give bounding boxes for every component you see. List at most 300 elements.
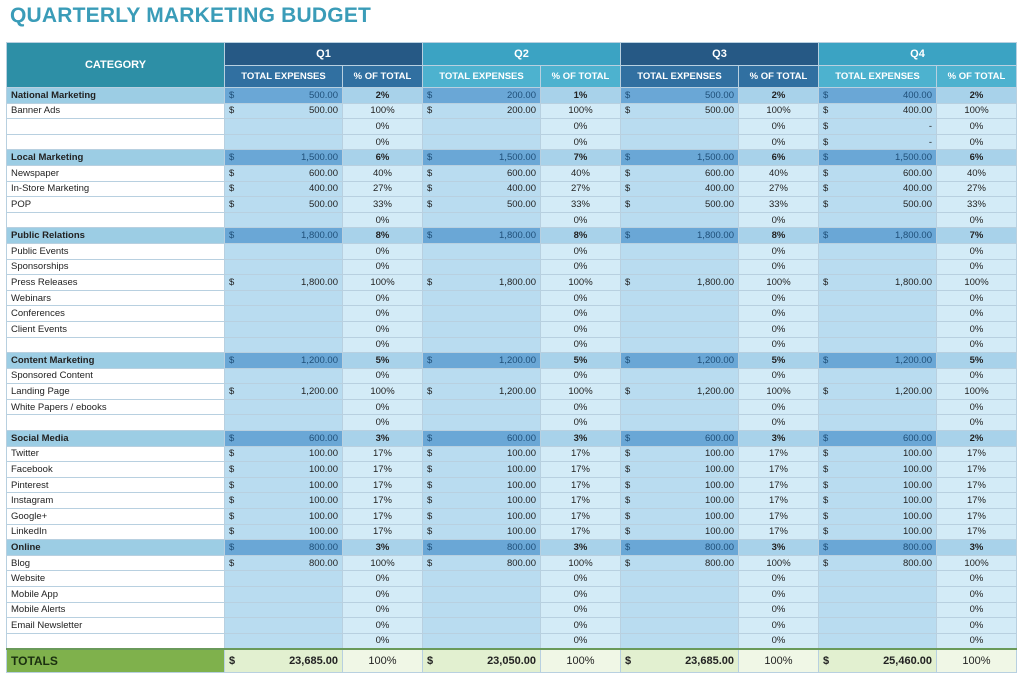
total-expenses-cell[interactable]: [819, 462, 937, 478]
total-expenses-cell[interactable]: [423, 88, 541, 104]
pct-cell[interactable]: 0%: [937, 212, 1017, 228]
category-label[interactable]: Press Releases: [7, 275, 225, 291]
total-expenses-cell[interactable]: [225, 602, 343, 618]
total-expenses-cell[interactable]: [423, 462, 541, 478]
pct-cell[interactable]: 0%: [541, 399, 621, 415]
pct-cell[interactable]: 100%: [937, 649, 1017, 673]
total-expenses-cell[interactable]: [819, 150, 937, 166]
pct-cell[interactable]: 100%: [541, 275, 621, 291]
total-expenses-cell[interactable]: [819, 290, 937, 306]
pct-cell[interactable]: 0%: [937, 119, 1017, 135]
total-expenses-cell[interactable]: [225, 509, 343, 525]
pct-cell[interactable]: 33%: [541, 197, 621, 213]
total-expenses-cell[interactable]: [819, 493, 937, 509]
total-expenses-cell[interactable]: [225, 275, 343, 291]
total-expenses-cell[interactable]: [423, 368, 541, 384]
pct-cell[interactable]: 0%: [541, 368, 621, 384]
pct-cell[interactable]: 33%: [937, 197, 1017, 213]
total-expenses-cell[interactable]: [819, 134, 937, 150]
pct-cell[interactable]: 17%: [541, 524, 621, 540]
pct-cell[interactable]: 17%: [937, 493, 1017, 509]
total-expenses-cell[interactable]: [621, 431, 739, 447]
total-expenses-cell[interactable]: [621, 259, 739, 275]
total-expenses-cell[interactable]: [621, 446, 739, 462]
category-label[interactable]: White Papers / ebooks: [7, 399, 225, 415]
pct-cell[interactable]: 0%: [937, 415, 1017, 431]
total-expenses-cell[interactable]: [225, 103, 343, 119]
pct-cell[interactable]: 0%: [937, 290, 1017, 306]
pct-cell[interactable]: 0%: [343, 306, 423, 322]
pct-cell[interactable]: 0%: [739, 399, 819, 415]
pct-cell[interactable]: 3%: [739, 540, 819, 556]
pct-cell[interactable]: 0%: [541, 306, 621, 322]
total-expenses-cell[interactable]: [423, 337, 541, 353]
pct-cell[interactable]: 0%: [343, 571, 423, 587]
pct-cell[interactable]: 6%: [937, 150, 1017, 166]
total-expenses-cell[interactable]: [819, 540, 937, 556]
total-expenses-cell[interactable]: [225, 493, 343, 509]
total-expenses-cell[interactable]: [621, 384, 739, 400]
total-expenses-cell[interactable]: [621, 462, 739, 478]
total-expenses-cell[interactable]: [225, 259, 343, 275]
pct-cell[interactable]: 100%: [739, 275, 819, 291]
total-expenses-cell[interactable]: [423, 181, 541, 197]
pct-cell[interactable]: 6%: [739, 150, 819, 166]
pct-cell[interactable]: 0%: [739, 587, 819, 603]
total-expenses-cell[interactable]: [621, 633, 739, 649]
total-expenses-cell[interactable]: [819, 197, 937, 213]
total-expenses-cell[interactable]: [621, 493, 739, 509]
pct-cell[interactable]: 8%: [739, 228, 819, 244]
total-expenses-cell[interactable]: [819, 384, 937, 400]
total-expenses-cell[interactable]: [819, 399, 937, 415]
section-label[interactable]: National Marketing: [7, 88, 225, 104]
total-expenses-cell[interactable]: [621, 134, 739, 150]
total-expenses-cell[interactable]: [819, 212, 937, 228]
pct-cell[interactable]: 8%: [343, 228, 423, 244]
total-expenses-cell[interactable]: [423, 165, 541, 181]
total-expenses-cell[interactable]: [423, 587, 541, 603]
pct-cell[interactable]: 0%: [343, 321, 423, 337]
pct-cell[interactable]: 0%: [343, 119, 423, 135]
total-expenses-cell[interactable]: [225, 540, 343, 556]
total-expenses-cell[interactable]: [621, 509, 739, 525]
total-expenses-cell[interactable]: [621, 321, 739, 337]
total-expenses-cell[interactable]: [621, 353, 739, 369]
total-expenses-cell[interactable]: [423, 353, 541, 369]
pct-cell[interactable]: 0%: [343, 415, 423, 431]
total-expenses-cell[interactable]: [819, 337, 937, 353]
total-expenses-cell[interactable]: $ 25,460.00: [819, 649, 937, 673]
total-expenses-cell[interactable]: [225, 431, 343, 447]
total-expenses-cell[interactable]: [225, 571, 343, 587]
pct-cell[interactable]: 0%: [343, 587, 423, 603]
total-expenses-cell[interactable]: [621, 337, 739, 353]
section-label[interactable]: Public Relations: [7, 228, 225, 244]
pct-cell[interactable]: 3%: [541, 431, 621, 447]
total-expenses-cell[interactable]: [423, 555, 541, 571]
pct-cell[interactable]: 0%: [739, 321, 819, 337]
pct-cell[interactable]: 0%: [937, 618, 1017, 634]
category-label[interactable]: [7, 337, 225, 353]
section-label[interactable]: Social Media: [7, 431, 225, 447]
total-expenses-cell[interactable]: [819, 431, 937, 447]
pct-cell[interactable]: 8%: [541, 228, 621, 244]
pct-cell[interactable]: 0%: [739, 259, 819, 275]
pct-cell[interactable]: 0%: [739, 243, 819, 259]
total-expenses-cell[interactable]: [225, 321, 343, 337]
total-expenses-cell[interactable]: [819, 306, 937, 322]
pct-cell[interactable]: 17%: [343, 493, 423, 509]
pct-cell[interactable]: 0%: [739, 119, 819, 135]
pct-cell[interactable]: 0%: [541, 321, 621, 337]
pct-cell[interactable]: 100%: [937, 384, 1017, 400]
total-expenses-cell[interactable]: [621, 602, 739, 618]
category-label[interactable]: Webinars: [7, 290, 225, 306]
total-expenses-cell[interactable]: [819, 524, 937, 540]
pct-cell[interactable]: 0%: [343, 212, 423, 228]
total-expenses-cell[interactable]: [621, 197, 739, 213]
section-label[interactable]: Local Marketing: [7, 150, 225, 166]
pct-cell[interactable]: 17%: [739, 524, 819, 540]
pct-cell[interactable]: 0%: [937, 571, 1017, 587]
total-expenses-cell[interactable]: [225, 243, 343, 259]
total-expenses-cell[interactable]: [621, 165, 739, 181]
total-expenses-cell[interactable]: [423, 290, 541, 306]
total-expenses-cell[interactable]: [423, 493, 541, 509]
total-expenses-cell[interactable]: [225, 399, 343, 415]
pct-cell[interactable]: 3%: [739, 431, 819, 447]
total-expenses-cell[interactable]: [423, 384, 541, 400]
total-expenses-cell[interactable]: [819, 259, 937, 275]
total-expenses-cell[interactable]: [423, 228, 541, 244]
pct-cell[interactable]: 100%: [541, 649, 621, 673]
pct-cell[interactable]: 0%: [739, 337, 819, 353]
pct-cell[interactable]: 33%: [739, 197, 819, 213]
total-expenses-cell[interactable]: [819, 103, 937, 119]
pct-cell[interactable]: 1%: [541, 88, 621, 104]
pct-cell[interactable]: 0%: [541, 243, 621, 259]
total-expenses-cell[interactable]: [819, 587, 937, 603]
total-expenses-cell[interactable]: [423, 633, 541, 649]
pct-cell[interactable]: 0%: [937, 134, 1017, 150]
total-expenses-cell[interactable]: [819, 243, 937, 259]
pct-cell[interactable]: 17%: [343, 446, 423, 462]
total-expenses-cell[interactable]: [423, 524, 541, 540]
total-expenses-cell[interactable]: [225, 477, 343, 493]
category-label[interactable]: In-Store Marketing: [7, 181, 225, 197]
section-label[interactable]: Online: [7, 540, 225, 556]
total-expenses-cell[interactable]: [225, 88, 343, 104]
pct-cell[interactable]: 17%: [739, 462, 819, 478]
category-label[interactable]: Blog: [7, 555, 225, 571]
total-expenses-cell[interactable]: [819, 446, 937, 462]
pct-cell[interactable]: 40%: [541, 165, 621, 181]
pct-cell[interactable]: 0%: [739, 212, 819, 228]
total-expenses-cell[interactable]: [819, 571, 937, 587]
pct-cell[interactable]: 17%: [541, 446, 621, 462]
total-expenses-cell[interactable]: [423, 150, 541, 166]
total-expenses-cell[interactable]: [423, 431, 541, 447]
total-expenses-cell[interactable]: [225, 197, 343, 213]
pct-cell[interactable]: 0%: [937, 399, 1017, 415]
pct-cell[interactable]: 0%: [541, 602, 621, 618]
total-expenses-cell[interactable]: [225, 415, 343, 431]
category-label[interactable]: Instagram: [7, 493, 225, 509]
pct-cell[interactable]: 7%: [937, 228, 1017, 244]
total-expenses-cell[interactable]: [621, 150, 739, 166]
total-expenses-cell[interactable]: [225, 555, 343, 571]
pct-cell[interactable]: 17%: [541, 477, 621, 493]
total-expenses-cell[interactable]: [621, 290, 739, 306]
pct-cell[interactable]: 17%: [739, 477, 819, 493]
category-label[interactable]: Conferences: [7, 306, 225, 322]
pct-cell[interactable]: 100%: [739, 384, 819, 400]
total-expenses-cell[interactable]: [621, 228, 739, 244]
total-expenses-cell[interactable]: [819, 181, 937, 197]
pct-cell[interactable]: 3%: [343, 431, 423, 447]
pct-cell[interactable]: 5%: [541, 353, 621, 369]
pct-cell[interactable]: 0%: [343, 399, 423, 415]
pct-cell[interactable]: 17%: [739, 446, 819, 462]
total-expenses-cell[interactable]: [819, 228, 937, 244]
pct-cell[interactable]: 0%: [739, 368, 819, 384]
total-expenses-cell[interactable]: [621, 119, 739, 135]
pct-cell[interactable]: 0%: [937, 368, 1017, 384]
category-label[interactable]: Sponsored Content: [7, 368, 225, 384]
pct-cell[interactable]: 27%: [541, 181, 621, 197]
pct-cell[interactable]: 0%: [739, 602, 819, 618]
category-label[interactable]: Public Events: [7, 243, 225, 259]
pct-cell[interactable]: 17%: [937, 509, 1017, 525]
total-expenses-cell[interactable]: $ 23,050.00: [423, 649, 541, 673]
total-expenses-cell[interactable]: [225, 181, 343, 197]
total-expenses-cell[interactable]: [225, 524, 343, 540]
pct-cell[interactable]: 3%: [343, 540, 423, 556]
total-expenses-cell[interactable]: [225, 119, 343, 135]
pct-cell[interactable]: 100%: [739, 649, 819, 673]
pct-cell[interactable]: 0%: [739, 134, 819, 150]
pct-cell[interactable]: 0%: [541, 415, 621, 431]
total-expenses-cell[interactable]: [225, 633, 343, 649]
total-expenses-cell[interactable]: [225, 618, 343, 634]
category-label[interactable]: [7, 134, 225, 150]
pct-cell[interactable]: 17%: [937, 524, 1017, 540]
pct-cell[interactable]: 40%: [937, 165, 1017, 181]
pct-cell[interactable]: 100%: [541, 555, 621, 571]
total-expenses-cell[interactable]: [423, 119, 541, 135]
pct-cell[interactable]: 6%: [343, 150, 423, 166]
pct-cell[interactable]: 17%: [937, 462, 1017, 478]
pct-cell[interactable]: 5%: [343, 353, 423, 369]
total-expenses-cell[interactable]: [621, 555, 739, 571]
pct-cell[interactable]: 0%: [541, 259, 621, 275]
pct-cell[interactable]: 0%: [937, 321, 1017, 337]
pct-cell[interactable]: 0%: [541, 571, 621, 587]
pct-cell[interactable]: 0%: [343, 134, 423, 150]
total-expenses-cell[interactable]: [423, 103, 541, 119]
pct-cell[interactable]: 0%: [541, 290, 621, 306]
total-expenses-cell[interactable]: [819, 633, 937, 649]
total-expenses-cell[interactable]: [819, 509, 937, 525]
pct-cell[interactable]: 100%: [739, 103, 819, 119]
pct-cell[interactable]: 0%: [343, 618, 423, 634]
pct-cell[interactable]: 0%: [541, 618, 621, 634]
category-label[interactable]: [7, 212, 225, 228]
total-expenses-cell[interactable]: [819, 368, 937, 384]
category-label[interactable]: Facebook: [7, 462, 225, 478]
total-expenses-cell[interactable]: [423, 212, 541, 228]
total-expenses-cell[interactable]: [423, 540, 541, 556]
pct-cell[interactable]: 0%: [541, 587, 621, 603]
category-label[interactable]: Landing Page: [7, 384, 225, 400]
pct-cell[interactable]: 0%: [739, 290, 819, 306]
pct-cell[interactable]: 100%: [541, 384, 621, 400]
total-expenses-cell[interactable]: [423, 602, 541, 618]
category-label[interactable]: LinkedIn: [7, 524, 225, 540]
total-expenses-cell[interactable]: [225, 462, 343, 478]
total-expenses-cell[interactable]: [423, 197, 541, 213]
category-label[interactable]: Mobile App: [7, 587, 225, 603]
total-expenses-cell[interactable]: [423, 477, 541, 493]
pct-cell[interactable]: 100%: [343, 275, 423, 291]
total-expenses-cell[interactable]: [819, 555, 937, 571]
pct-cell[interactable]: 0%: [937, 306, 1017, 322]
total-expenses-cell[interactable]: $ 23,685.00: [225, 649, 343, 673]
category-label[interactable]: Twitter: [7, 446, 225, 462]
total-expenses-cell[interactable]: [225, 337, 343, 353]
total-expenses-cell[interactable]: [621, 212, 739, 228]
pct-cell[interactable]: 17%: [739, 493, 819, 509]
category-label[interactable]: Website: [7, 571, 225, 587]
total-expenses-cell[interactable]: [621, 368, 739, 384]
pct-cell[interactable]: 0%: [739, 618, 819, 634]
category-label[interactable]: Google+: [7, 509, 225, 525]
total-expenses-cell[interactable]: [423, 571, 541, 587]
total-expenses-cell[interactable]: [819, 415, 937, 431]
pct-cell[interactable]: 0%: [343, 602, 423, 618]
total-expenses-cell[interactable]: [423, 321, 541, 337]
pct-cell[interactable]: 0%: [541, 337, 621, 353]
category-label[interactable]: Sponsorships: [7, 259, 225, 275]
pct-cell[interactable]: 0%: [541, 633, 621, 649]
total-expenses-cell[interactable]: [423, 446, 541, 462]
total-expenses-cell[interactable]: [225, 353, 343, 369]
pct-cell[interactable]: 0%: [541, 212, 621, 228]
total-expenses-cell[interactable]: [225, 306, 343, 322]
pct-cell[interactable]: 2%: [937, 431, 1017, 447]
total-expenses-cell[interactable]: [225, 134, 343, 150]
total-expenses-cell[interactable]: [225, 228, 343, 244]
category-label[interactable]: Pinterest: [7, 477, 225, 493]
pct-cell[interactable]: 0%: [937, 259, 1017, 275]
category-label[interactable]: [7, 415, 225, 431]
pct-cell[interactable]: 100%: [739, 555, 819, 571]
pct-cell[interactable]: 27%: [343, 181, 423, 197]
total-expenses-cell[interactable]: [225, 587, 343, 603]
pct-cell[interactable]: 0%: [343, 290, 423, 306]
pct-cell[interactable]: 0%: [343, 259, 423, 275]
pct-cell[interactable]: 2%: [343, 88, 423, 104]
pct-cell[interactable]: 17%: [343, 509, 423, 525]
total-expenses-cell[interactable]: [423, 259, 541, 275]
pct-cell[interactable]: 5%: [937, 353, 1017, 369]
category-label[interactable]: Banner Ads: [7, 103, 225, 119]
total-expenses-cell[interactable]: [621, 181, 739, 197]
total-expenses-cell[interactable]: [621, 399, 739, 415]
total-expenses-cell[interactable]: [423, 415, 541, 431]
pct-cell[interactable]: 100%: [937, 275, 1017, 291]
category-label[interactable]: Mobile Alerts: [7, 602, 225, 618]
pct-cell[interactable]: 0%: [739, 415, 819, 431]
total-expenses-cell[interactable]: [819, 477, 937, 493]
pct-cell[interactable]: 0%: [343, 243, 423, 259]
category-label[interactable]: [7, 119, 225, 135]
pct-cell[interactable]: 0%: [937, 633, 1017, 649]
category-label[interactable]: POP: [7, 197, 225, 213]
category-label[interactable]: Newspaper: [7, 165, 225, 181]
total-expenses-cell[interactable]: [423, 618, 541, 634]
total-expenses-cell[interactable]: [423, 306, 541, 322]
total-expenses-cell[interactable]: [225, 368, 343, 384]
pct-cell[interactable]: 40%: [739, 165, 819, 181]
pct-cell[interactable]: 100%: [343, 649, 423, 673]
pct-cell[interactable]: 17%: [343, 524, 423, 540]
total-expenses-cell[interactable]: $ 23,685.00: [621, 649, 739, 673]
total-expenses-cell[interactable]: [225, 150, 343, 166]
pct-cell[interactable]: 7%: [541, 150, 621, 166]
pct-cell[interactable]: 17%: [541, 509, 621, 525]
pct-cell[interactable]: 100%: [937, 555, 1017, 571]
total-expenses-cell[interactable]: [225, 212, 343, 228]
pct-cell[interactable]: 3%: [937, 540, 1017, 556]
category-label[interactable]: Client Events: [7, 321, 225, 337]
pct-cell[interactable]: 100%: [541, 103, 621, 119]
pct-cell[interactable]: 2%: [739, 88, 819, 104]
pct-cell[interactable]: 27%: [937, 181, 1017, 197]
pct-cell[interactable]: 17%: [937, 477, 1017, 493]
total-expenses-cell[interactable]: [621, 275, 739, 291]
pct-cell[interactable]: 100%: [937, 103, 1017, 119]
pct-cell[interactable]: 0%: [343, 337, 423, 353]
total-expenses-cell[interactable]: [225, 165, 343, 181]
total-expenses-cell[interactable]: [621, 103, 739, 119]
total-expenses-cell[interactable]: [423, 275, 541, 291]
totals-label[interactable]: TOTALS: [7, 649, 225, 673]
total-expenses-cell[interactable]: [819, 353, 937, 369]
total-expenses-cell[interactable]: [621, 571, 739, 587]
total-expenses-cell[interactable]: [423, 243, 541, 259]
total-expenses-cell[interactable]: [819, 88, 937, 104]
pct-cell[interactable]: 0%: [739, 571, 819, 587]
total-expenses-cell[interactable]: [621, 540, 739, 556]
total-expenses-cell[interactable]: [621, 524, 739, 540]
total-expenses-cell[interactable]: [621, 587, 739, 603]
total-expenses-cell[interactable]: [621, 477, 739, 493]
pct-cell[interactable]: 17%: [343, 477, 423, 493]
total-expenses-cell[interactable]: [621, 306, 739, 322]
pct-cell[interactable]: 2%: [937, 88, 1017, 104]
pct-cell[interactable]: 0%: [739, 633, 819, 649]
pct-cell[interactable]: 0%: [937, 587, 1017, 603]
pct-cell[interactable]: 17%: [343, 462, 423, 478]
pct-cell[interactable]: 27%: [739, 181, 819, 197]
total-expenses-cell[interactable]: [819, 602, 937, 618]
total-expenses-cell[interactable]: [423, 134, 541, 150]
total-expenses-cell[interactable]: [819, 165, 937, 181]
total-expenses-cell[interactable]: [819, 275, 937, 291]
pct-cell[interactable]: 17%: [739, 509, 819, 525]
